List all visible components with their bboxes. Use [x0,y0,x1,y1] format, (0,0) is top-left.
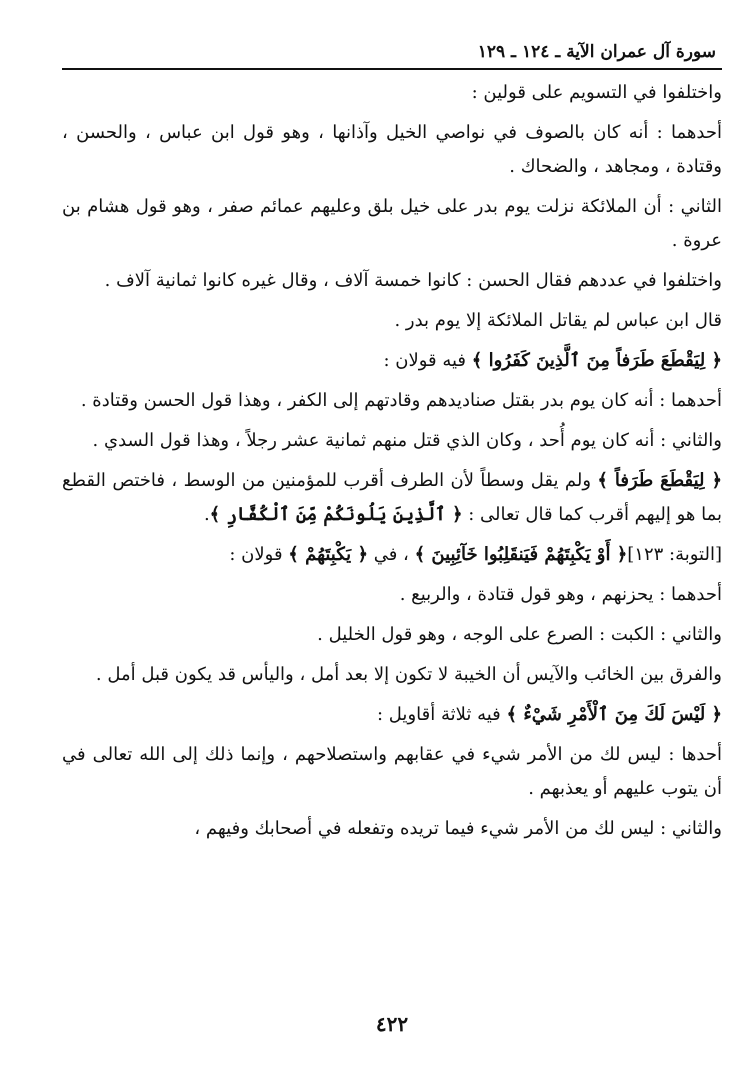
chapter-verse-title: سورة آل عمران الآية ـ ١٢٤ ـ ١٢٩ [477,42,716,62]
paragraph-text: والثاني : أنه كان يوم أُحد ، وكان الذي قتل منهم ثمانية عشر رجلاً ، وهذا قول السدي . [92,430,722,451]
paragraph-text: والفرق بين الخائب والآيس أن الخيبة لا تكون إلا بعد أمل ، واليأس قد يكون قبل أمل . [95,664,722,685]
paragraph [62,698,722,732]
quran-quote: ﴿ أَوْ يَكْبِتَهُمْ فَيَنقَلِبُوا خَآئِبِينَ ﴾ [414,544,628,565]
paragraph-text: الثاني : أن الملائكة نزلت يوم بدر على خيل بلق وعليهم عمائم صفر ، وهو قول هشام بن عروة . [62,196,722,251]
paragraph-text: أحدهما : يحزنهم ، وهو قول قتادة ، والربيع . [399,584,722,605]
paragraph-text: . [203,504,210,525]
quran-quote: ﴿ يَكْبِتَهُمْ ﴾ [288,544,368,565]
paragraph [62,264,722,298]
paragraph [62,658,722,692]
paragraph [62,538,722,572]
paragraph-text: والثاني : الكبت : الصرع على الوجه ، وهو قول الخليل . [317,624,722,645]
paragraph-text: أحدها : ليس لك من الأمر شيء في عقابهم واستصلاحهم ، وإنما ذلك إلى الله تعالى في أن يتوب عليهم أو يعذبهم . [62,744,722,799]
body-text [62,76,722,852]
paragraph [62,304,722,338]
paragraph-text: واختلفوا في التسويم على قولين : [471,82,722,103]
paragraph [62,618,722,652]
paragraph-text: واختلفوا في عددهم فقال الحسن : كانوا خمسة آلاف ، وقال غيره كانوا ثمانية آلاف . [104,270,722,291]
quran-quote: ﴿ لَيْسَ لَكَ مِنَ ٱلْأَمْرِ شَيْءٌ ﴾ [506,704,722,725]
paragraph-text: أحدهما : أنه كان بالصوف في نواصي الخيل وآذانها ، وهو قول ابن عباس ، والحسن ، وقتادة ، ومجاهد ، والضحاك . [62,122,722,177]
paragraph [62,116,722,184]
paragraph [62,578,722,612]
paragraph [62,464,722,532]
paragraph [62,738,722,806]
paragraph [62,344,722,378]
paragraph-text: أحدهما : أنه كان يوم بدر بقتل صناديدهم وقادتهم إلى الكفر ، وهذا قول الحسن وقتادة . [80,390,722,411]
quran-quote: ﴿ لِيَقْطَعَ طَرَفاً مِنَ ٱلَّذِينَ كَفَرُوا ﴾ [471,350,722,371]
paragraph-text: ولم يقل وسطاً لأن الطرف أقرب للمؤمنين من الوسط ، فاختص القطع بما هو إليهم أقرب كما قال تعالى : [62,470,722,525]
paragraph-text: والثاني : ليس لك من الأمر شيء فيما تريده وتفعله في أصحابك وفيهم ، [194,818,722,839]
paragraph-text: قال ابن عباس لم يقاتل الملائكة إلا يوم بدر . [394,310,722,331]
running-header [62,40,722,70]
quran-quote: ﴿ لِيَقْطَعَ طَرَفاً ﴾ [597,470,722,491]
paragraph [62,190,722,258]
paragraph-text: فيه ثلاثة أقاويل : [377,704,507,725]
quran-quote: ﴿ ٱلَّذِينَ يَلُونَكُمْ مِّنَ ٱلْكُفَّارِ ﴾ [209,504,463,525]
paragraph-text: فيه قولان : [383,350,472,371]
paragraph [62,812,722,846]
page-number: ٤٢٢ [375,1012,409,1036]
paragraph-text: ، في [368,544,415,565]
book-page [62,0,722,1066]
paragraph [62,384,722,418]
paragraph [62,424,722,458]
paragraph-text: [التوبة: ١٢٣] [627,544,722,565]
paragraph [62,76,722,110]
paragraph-text: قولان : [229,544,289,565]
